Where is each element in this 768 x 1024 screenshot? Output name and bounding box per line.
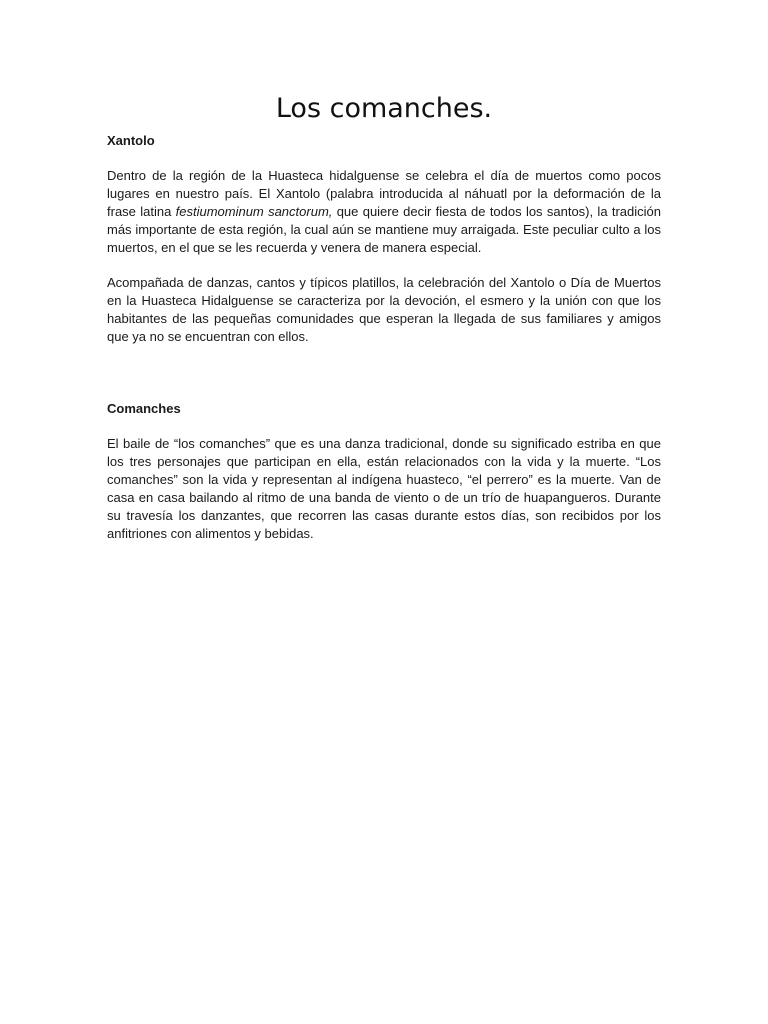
paragraph-xantolo-2: Acompañada de danzas, cantos y típicos platillos, la celebración del Xantolo o Día de Muertos en la Huasteca Hidalguense se caracteriza por la devoción, el esmero y la unión con que los habitantes de las pequeñas comunidades que esperan la llegada de sus familiares y amigos que ya no se encuentran con ellos. (107, 275, 661, 344)
paragraph-comanches-1: El baile de “los comanches” que es una danza tradicional, donde su significado estriba en que los tres personajes que participan en ella, están relacionados con la vida y la muerte. “Los comanches” son la vida y representan al indígena huasteco, “el perrero” es la muerte. Van de casa en casa bailando al ritmo de una banda de viento o de un trío de huapangueros. Durante su travesía los danzantes, que recorren las casas durante estos días, son recibidos por los anfitriones con alimentos y bebidas. (107, 436, 661, 541)
document-title: Los comanches. (275, 93, 493, 124)
paragraph-xantolo-1 (107, 167, 661, 257)
paragraph-text: Dentro de la región de la Huasteca hidalguense se celebra el día de muertos como pocos lugares en nuestro país. El Xantolo (palabra introducida al náhuatl por la deformación de la frase latina (107, 168, 661, 219)
latin-phrase: festiumominum sanctorum, (175, 204, 333, 219)
section-heading-xantolo: Xantolo (107, 133, 155, 148)
section-heading-comanches: Comanches (107, 401, 181, 416)
paragraph-text: que quiere decir fiesta de todos los santos), la tradición más importante de esta región, la cual aún se mantiene muy arraigada. Este peculiar culto a los muertos, en el que se les recuerda y venera de manera especial. (107, 204, 662, 255)
